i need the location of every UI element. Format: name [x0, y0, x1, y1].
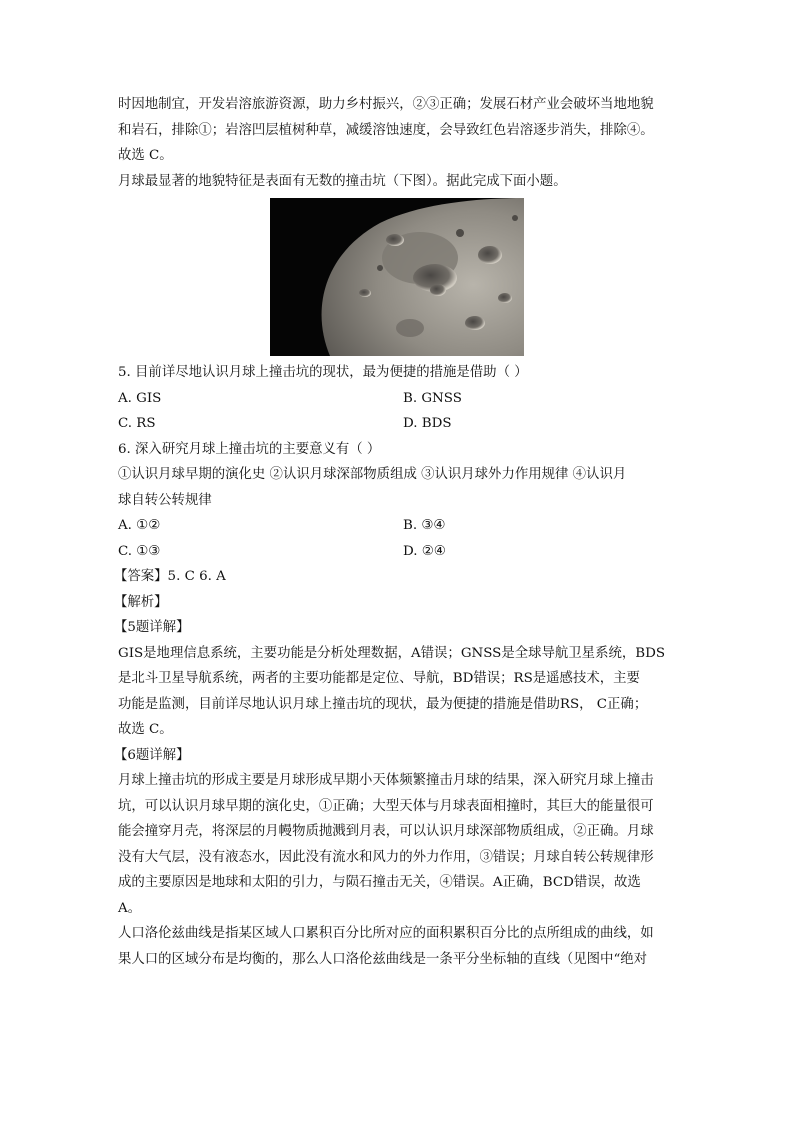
intro-line: 时因地制宜，开发岩溶旅游资源，助力乡村振兴，②③正确；发展石材产业会破坏当地地貌 [118, 97, 654, 112]
q5-explanation-line: 功能是监测，目前详尽地认识月球上撞击坑的现状，最为便捷的措施是借助RS， C正确； [118, 696, 648, 712]
outro-line: 果人口的区域分布是均衡的，那么人口洛伦兹曲线是一条平分坐标轴的直线（见图中“绝对 [118, 951, 648, 967]
q6-explanation-line: 成的主要原因是地球和太阳的引力，与陨石撞击无关，④错误。A正确，BCD错误，故选 [118, 875, 641, 890]
q6-option-a: A. ①② [118, 518, 161, 533]
q6-explanation-line: 没有大气层，没有液态水，因此没有流水和风力的外力作用，③错误；月球自转公转规律形 [118, 849, 654, 865]
q6-option-b: B. ③④ [403, 518, 446, 533]
moon-surface-image [270, 198, 524, 356]
q6-explanation-line: 月球上撞击坑的形成主要是月球形成早期小天体频繁撞击月球的结果，深入研究月球上撞击 [118, 773, 654, 788]
q6-explanation-line: 坑，可以认识月球早期的演化史，①正确；大型天体与月球表面相撞时，其巨大的能量很可 [118, 798, 654, 814]
question-5-stem: 5. 目前详尽地认识月球上撞击坑的现状，最为便捷的措施是借助（ ） [118, 365, 528, 380]
q6-explanation-line: 能会撞穿月壳，将深层的月幔物质抛溅到月表，可以认识月球深部物质组成，②正确。月球 [118, 824, 654, 839]
q5-explanation-line: 故选 C。 [118, 722, 173, 737]
q5-option-c: C. RS [118, 416, 156, 431]
q5-explanation-line: GIS是地理信息系统，主要功能是分析处理数据，A错误；GNSS是全球导航卫星系统，BDS [118, 645, 665, 661]
question-5-options-row [118, 411, 688, 437]
question-6-items: 球自转公转规律 [118, 492, 212, 508]
q6-option-d: D. ②④ [403, 543, 446, 559]
question-6-stem: 6. 深入研究月球上撞击坑的主要意义有（ ） [118, 441, 381, 457]
moon-crater-photo [270, 198, 524, 356]
q5-option-d: D. BDS [403, 416, 452, 431]
intro-line: 故选 C。 [118, 148, 173, 163]
q5-explanation-line: 是北斗卫星导航系统，两者的主要功能都是定位、导航，BD错误；RS是遥感技术，主要 [118, 671, 640, 686]
outro-line: 人口洛伦兹曲线是指某区域人口累积百分比所对应的面积累积百分比的点所组成的曲线，如 [118, 926, 654, 941]
analysis-label: 【解析】 [114, 594, 168, 610]
q6-explanation-label: 【6题详解】 [114, 747, 190, 763]
answer-label: 【答案】5. C 6. A [114, 569, 226, 584]
question-6-options-row [118, 513, 688, 539]
question-6-items: ①认识月球早期的演化史 ②认识月球深部物质组成 ③认识月球外力作用规律 ④认识月 [118, 467, 627, 482]
q6-option-c: C. ①③ [118, 543, 161, 559]
question-6-options-row [118, 539, 688, 565]
q5-explanation-label: 【5题详解】 [114, 620, 190, 635]
document-page [114, 92, 688, 972]
q6-explanation-line: A。 [118, 900, 142, 916]
q5-option-b: B. GNSS [403, 390, 462, 406]
question-5-options-row [118, 386, 688, 412]
intro-line: 月球最显著的地貌特征是表面有无数的撞击坑（下图）。据此完成下面小题。 [118, 173, 567, 189]
intro-line: 和岩石，排除①；岩溶凹层植树种草，减缓溶蚀速度，会导致红色岩溶逐步消失，排除④。 [118, 122, 654, 138]
q5-option-a: A. GIS [118, 390, 162, 406]
